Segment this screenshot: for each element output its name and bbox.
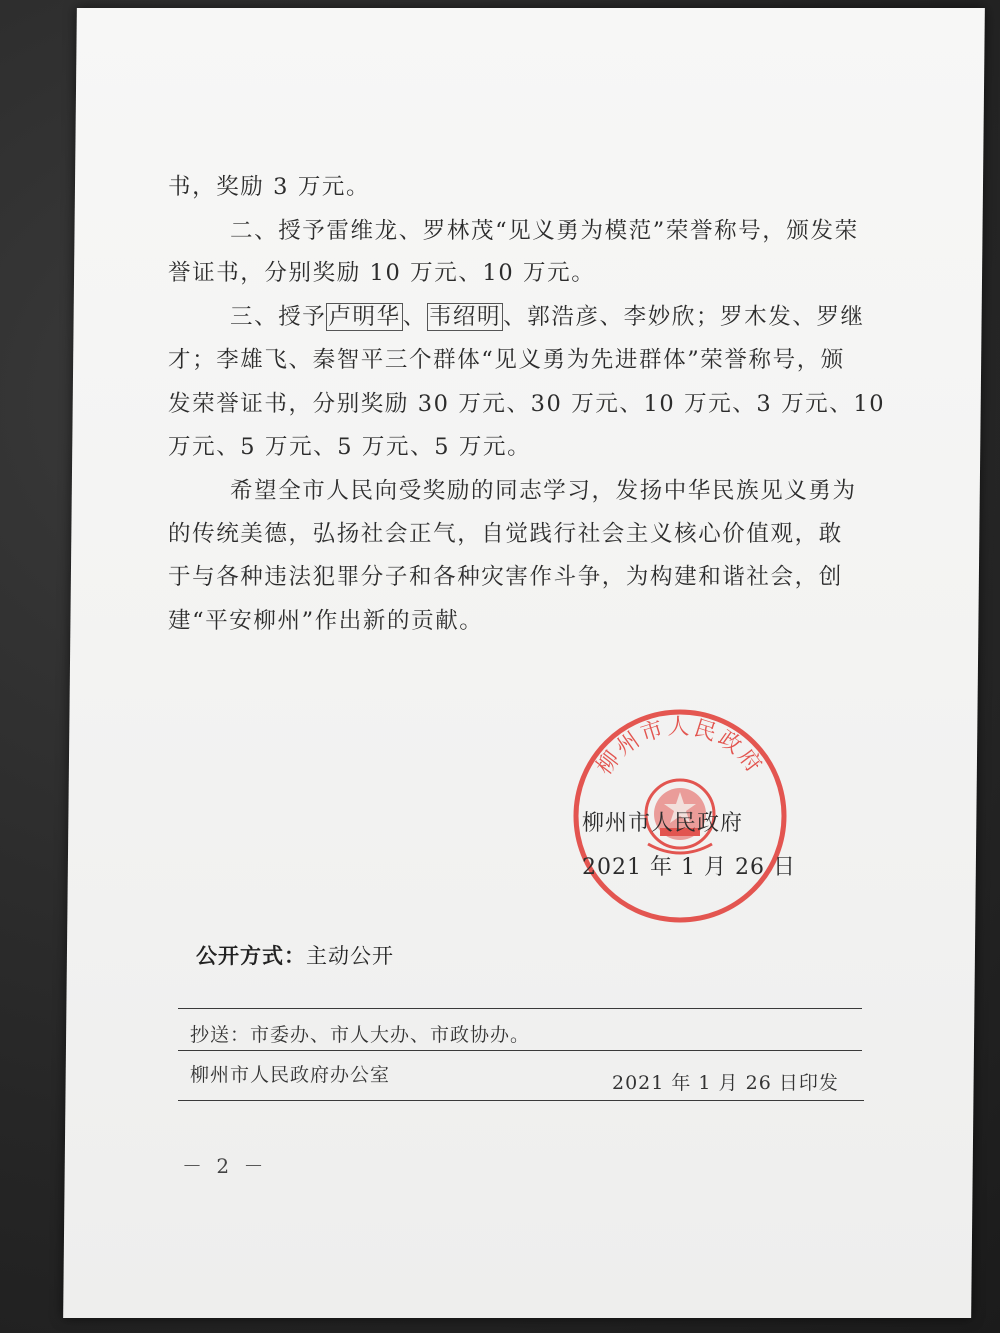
boxed-name-2: 韦绍明 xyxy=(428,304,502,330)
disclosure-line xyxy=(196,940,394,970)
body-line-8: 希望全市人民向受奖励的同志学习，发扬中华民族见义勇为 xyxy=(230,478,857,504)
disclosure-value: 主动公开 xyxy=(306,944,394,968)
page-number: － 2 － xyxy=(182,1154,268,1178)
body-line-10: 于与各种违法犯罪分子和各种灾害作斗争，为构建和谐社会，创 xyxy=(168,564,843,590)
footer-rule-middle xyxy=(178,1050,862,1051)
document-page xyxy=(63,8,985,1318)
disclosure-label: 公开方式： xyxy=(196,944,306,968)
issue-date: 2021 年 1 月 26 日印发 xyxy=(612,1072,839,1094)
para3-rest: 、郭浩彦、李妙欣；罗木发、罗继 xyxy=(503,304,865,330)
body-line-7: 万元、5 万元、5 万元、5 万元。 xyxy=(168,434,532,460)
body-line-9: 的传统美德，弘扬社会正气，自觉践行社会主义核心价值观，敢 xyxy=(168,521,843,547)
body-line-6: 发荣誉证书，分别奖励 30 万元、30 万元、10 万元、3 万元、10 xyxy=(168,391,886,417)
body-line-4 xyxy=(230,302,865,332)
para3-prefix: 三、授予 xyxy=(230,304,327,330)
para3-sep: 、 xyxy=(402,304,427,330)
body-line-1: 书，奖励 3 万元。 xyxy=(168,174,371,200)
footer-rule-top xyxy=(178,1008,862,1009)
signature-org: 柳州市人民政府 xyxy=(582,811,744,836)
seal-arc-text: 柳州市人民政府 xyxy=(592,714,768,780)
body-line-3: 誉证书，分别奖励 10 万元、10 万元。 xyxy=(168,260,596,286)
body-line-5: 才；李雄飞、秦智平三个群体“见义勇为先进群体”荣誉称号，颁 xyxy=(168,347,845,373)
body-line-2: 二、授予雷维龙、罗林茂“见义勇为模范”荣誉称号，颁发荣 xyxy=(230,218,859,244)
footer-rule-bottom xyxy=(178,1100,864,1101)
cc-line: 抄送：市委办、市人大办、市政协办。 xyxy=(190,1024,531,1046)
body-line-11: 建“平安柳州”作出新的贡献。 xyxy=(168,608,484,634)
signature-date: 2021 年 1 月 26 日 xyxy=(582,855,796,880)
issuer-office: 柳州市人民政府办公室 xyxy=(190,1064,391,1086)
boxed-name-1: 卢明华 xyxy=(328,304,401,330)
